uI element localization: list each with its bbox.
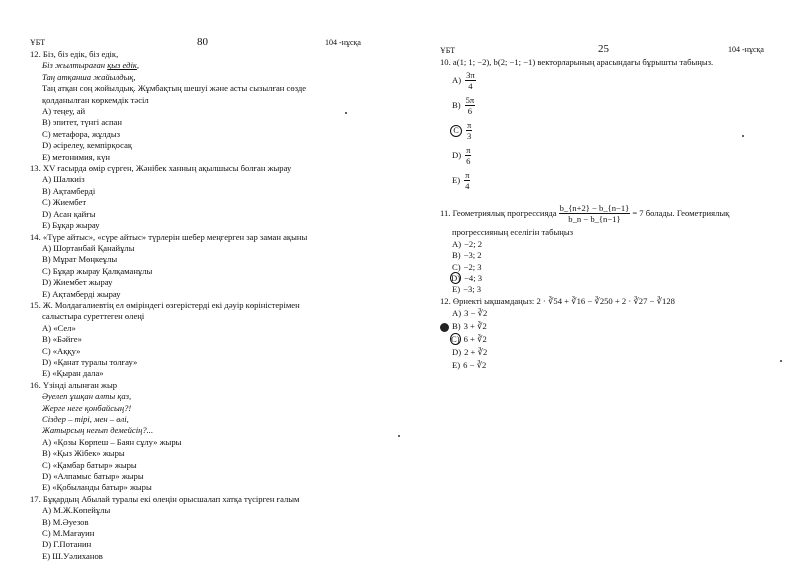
answer-option: A) Шалкиіз <box>42 174 85 185</box>
question-10 <box>440 57 795 68</box>
answer-option: B) «Қыз Жібек» жыры <box>42 448 125 459</box>
answer-option <box>440 273 795 284</box>
answer-option <box>440 359 795 372</box>
option-label: B) <box>452 250 461 261</box>
question-11-fraction <box>559 203 631 224</box>
fraction-numerator: b_{n+2} − b_{n−1} <box>559 203 630 214</box>
option-text: −2; 2 <box>464 238 483 249</box>
verse-line: Таң атқанша жайылдық, <box>42 71 136 82</box>
question-10-options <box>440 68 795 193</box>
ink-blot-mark <box>440 323 449 332</box>
answer-option: D) Жиембет жырау <box>42 277 113 288</box>
circled-answer-mark: C) <box>451 334 460 345</box>
answer-option <box>440 262 795 273</box>
fraction-denominator: b_n − b_{n−1} <box>568 214 621 225</box>
speck <box>742 135 744 137</box>
answer-option <box>440 320 795 333</box>
answer-option: A) теңеу, ай <box>42 106 86 117</box>
option-text: 6 − ∛2 <box>463 360 487 371</box>
answer-option: C) М.Мағауин <box>42 528 95 539</box>
answer-option: C) Бұқар жырау Қалқаманұлы <box>42 265 153 276</box>
option-fraction <box>465 95 476 116</box>
answer-option: C) «Қамбар батыр» жыры <box>42 459 137 470</box>
option-label: B) <box>452 321 461 332</box>
fraction-numerator: 5π <box>465 95 475 106</box>
circled-answer-mark: C <box>450 125 462 137</box>
page-number: 25 <box>598 43 609 55</box>
page-number: 80 <box>197 36 208 48</box>
speck <box>398 435 400 437</box>
answer-option: D) «Алпамыс батыр» жыры <box>42 471 144 482</box>
question-text: 16. Үзінді алынған жыр <box>30 379 118 390</box>
answer-option <box>440 284 795 295</box>
answer-option <box>440 68 795 93</box>
option-fraction <box>466 120 472 141</box>
question-12-lead: 12. Өрнекті ықшамдаңыз: <box>440 295 535 306</box>
header-right: 104 -нұсқа <box>728 45 764 54</box>
answer-option: E) Ақтамберді жырау <box>42 288 121 299</box>
fraction-denominator: 6 <box>466 156 471 167</box>
fraction-denominator: 3 <box>467 131 472 142</box>
question-11 <box>440 203 795 224</box>
option-label: A) <box>452 75 462 86</box>
option-label: B) <box>452 100 461 111</box>
fraction-denominator: 4 <box>468 81 473 92</box>
question-10-vectors: 10. a(1; 1; −2), b(2; −1; −1) <box>440 57 536 67</box>
verse-line: Біз жылтыраған қыз едік, <box>42 60 140 71</box>
right-page <box>400 0 800 578</box>
answer-option: E) Бұқар жырау <box>42 220 100 231</box>
option-text: −3; 2 <box>463 250 482 261</box>
header-left: ҰБТ <box>30 38 46 47</box>
verse-line: Жерге неге қонбайсың?! <box>42 402 132 413</box>
answer-option: D) әсірелеу, кемпірқосақ <box>42 140 133 151</box>
answer-option: Таң атқан соң жойылдық. Жұмбақтың шешуі және асты сызылған сөзде <box>42 83 307 94</box>
answer-option <box>440 250 795 261</box>
question-10-text: векторларының арасындағы бұрышты табыңыз. <box>535 57 714 67</box>
option-label: E) <box>452 175 461 186</box>
option-label: E) <box>452 284 461 295</box>
circled-answer-mark: D) <box>451 273 461 284</box>
question-11-options <box>440 239 795 296</box>
answer-option <box>440 93 795 118</box>
answer-option: B) Мұрат Мөңкеұлы <box>42 254 118 265</box>
answer-option <box>440 239 795 250</box>
fraction-numerator: π <box>466 145 471 156</box>
option-text: −2; 3 <box>463 261 482 272</box>
question-11-line2: прогрессияның еселігін табыңыз <box>452 227 574 238</box>
answer-option: C) Жиембет <box>42 197 87 208</box>
verse-line: Жатырсың неғып демейсің?... <box>42 425 154 436</box>
answer-option: B) М.Әуезов <box>42 516 89 527</box>
option-label: A) <box>452 238 462 249</box>
answer-option <box>440 118 795 143</box>
answer-option <box>440 333 795 346</box>
question-12-expression: 2 · ∛54 + ∛16 − ∛250 + 2 · ∛27 − ∛128 <box>536 295 675 306</box>
option-fraction <box>465 70 476 91</box>
question-text: 13. XV ғасырда өмір сүрген, Жәнібек ханның ақылшысы болған жырау <box>30 163 292 174</box>
fraction-denominator: 6 <box>467 106 473 117</box>
answer-option: D) Г.Потанин <box>42 539 92 550</box>
option-label: C) <box>452 261 461 272</box>
left-question-list <box>30 49 395 562</box>
header-right: 104 -нұсқа <box>325 38 361 47</box>
answer-option: E) Ш.Уәлиханов <box>42 550 103 561</box>
answer-option <box>440 307 795 320</box>
answer-option: E) «Қобыланды батыр» жыры <box>42 482 152 493</box>
answer-option: A) «Қозы Көрпеш – Баян сұлу» жыры <box>42 436 182 447</box>
fraction-numerator: π <box>465 170 470 181</box>
option-text: −3; 3 <box>463 284 482 295</box>
fraction-numerator: 3π <box>466 70 475 81</box>
answer-option: B) «Бәйге» <box>42 334 82 345</box>
answer-option: салыстыра суреттеген өлеңі <box>42 311 145 322</box>
answer-option: D) Асан қайғы <box>42 208 96 219</box>
question-12-options <box>440 307 795 372</box>
answer-option: D) «Қанат туралы толғау» <box>42 356 138 367</box>
option-text: 3 − ∛2 <box>464 308 488 319</box>
fraction-denominator: 4 <box>465 181 470 192</box>
verse-line: Сіздер – тірі, мен – өлі, <box>42 414 129 424</box>
question-text: 14. «Түре айтыс», «сүре айтыс» түрлерін шебер меңгерген зар заман ақыны <box>30 231 308 242</box>
answer-option: A) М.Ж.Көпейұлы <box>42 505 111 516</box>
option-text: 6 + ∛2 <box>463 334 487 345</box>
answer-option: A) «Сел» <box>42 322 76 333</box>
header-left: ҰБТ <box>440 46 456 55</box>
question-text: 17. Бұқардың Абылай туралы екі өлеңін орысшалап хатқа түсірген ғалым <box>30 493 300 504</box>
option-text: −4; 3 <box>464 273 483 284</box>
answer-option: B) Ақтамберді <box>42 185 96 196</box>
answer-option <box>440 346 795 359</box>
answer-option: қолданылған көркемдік тәсіл <box>42 94 149 105</box>
question-text: 15. Ж. Молдағалиевтің ел өміріндегі өзгерістерді екі дәуір көріністерімен <box>30 299 300 310</box>
option-fraction <box>464 170 470 191</box>
answer-option: E) «Қыран дала» <box>42 368 104 379</box>
speck <box>780 360 782 362</box>
answer-option: C) «Аққу» <box>42 345 81 356</box>
answer-option <box>440 143 795 168</box>
right-question-list <box>440 57 795 372</box>
question-11-tail: = 7 болады. Геометриялық <box>632 208 730 219</box>
answer-option: B) эпитет, түнгі аспан <box>42 117 122 128</box>
option-label: E) <box>452 360 461 371</box>
answer-option <box>440 168 795 193</box>
option-label: D) <box>452 150 462 161</box>
speck <box>345 112 347 114</box>
answer-option: A) Шортанбай Қанайұлы <box>42 242 135 253</box>
answer-option: C) метафора, жұлдыз <box>42 128 121 139</box>
option-label: D) <box>452 347 462 358</box>
option-text: 2 + ∛2 <box>464 347 488 358</box>
answer-option: E) метонимия, күн <box>42 151 111 162</box>
question-12 <box>440 296 795 307</box>
question-11-lead: 11. Геометриялық прогрессияда <box>440 208 557 219</box>
verse-line: Әуелеп ұшқан алты қаз, <box>42 391 132 402</box>
option-text: 3 + ∛2 <box>463 321 487 332</box>
question-text: 12. Біз, біз едік, біз едік, <box>30 49 119 59</box>
option-label: A) <box>452 308 462 319</box>
option-fraction <box>465 145 471 166</box>
fraction-numerator: π <box>467 120 472 131</box>
